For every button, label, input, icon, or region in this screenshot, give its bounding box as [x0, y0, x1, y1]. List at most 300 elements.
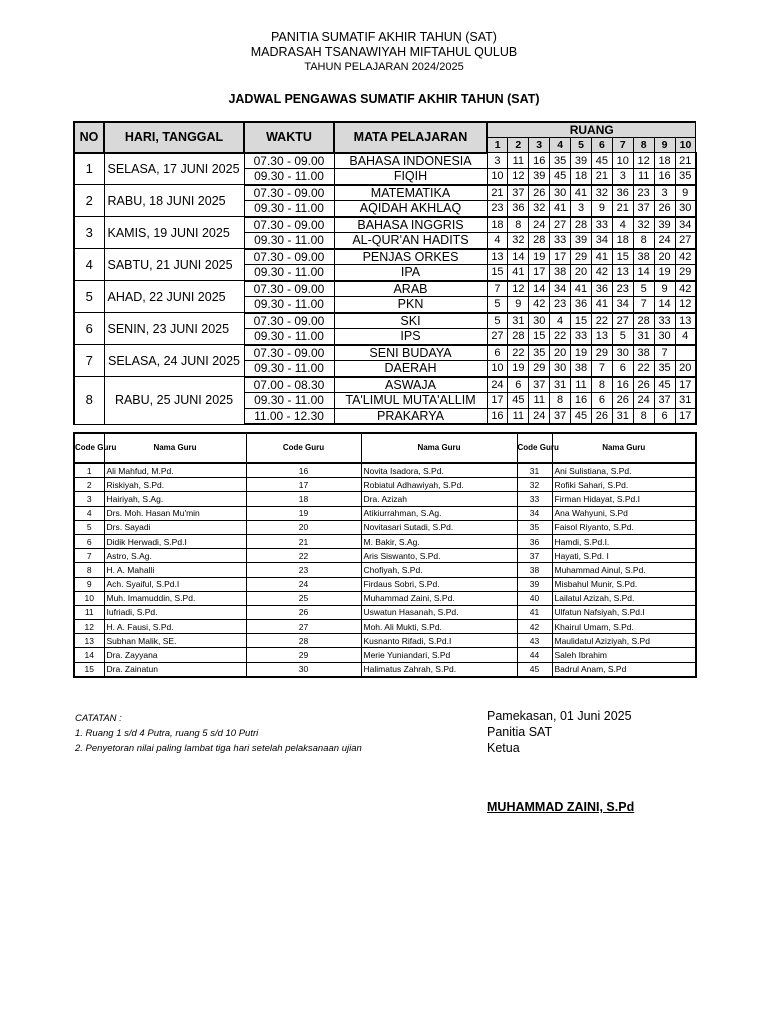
room-proctor-code: 36 — [571, 297, 592, 313]
room-proctor-code: 27 — [550, 217, 571, 233]
teacher-code: 31 — [517, 463, 552, 478]
room-proctor-code: 38 — [550, 265, 571, 281]
day-number: 5 — [74, 281, 104, 313]
day-number: 4 — [74, 249, 104, 281]
teacher-name: Lailatul Azizah, S.Pd. — [552, 591, 696, 605]
schedule-row — [74, 281, 696, 297]
room-proctor-code: 26 — [612, 393, 633, 409]
room-proctor-code: 33 — [654, 313, 675, 329]
room-proctor-code: 12 — [675, 297, 696, 313]
teacher-row — [74, 605, 696, 619]
teacher-code: 26 — [246, 605, 361, 619]
room-proctor-code: 14 — [633, 265, 654, 281]
teacher-name: Ana Wahyuni, S.Pd — [552, 506, 696, 520]
room-proctor-code: 11 — [508, 153, 529, 169]
teacher-code: 16 — [246, 463, 361, 478]
teacher-name: Iufriadi, S.Pd. — [104, 605, 246, 619]
day-number: 8 — [74, 377, 104, 425]
teacher-code: 19 — [246, 506, 361, 520]
room-proctor-code: 29 — [529, 361, 550, 377]
room-proctor-code: 18 — [654, 153, 675, 169]
room-proctor-code: 19 — [654, 265, 675, 281]
room-proctor-code: 12 — [508, 169, 529, 185]
room-proctor-code: 24 — [633, 393, 654, 409]
header-code-guru-3: Code Guru — [517, 433, 552, 463]
room-proctor-code: 3 — [612, 169, 633, 185]
teacher-code: 21 — [246, 534, 361, 548]
room-proctor-code: 35 — [675, 169, 696, 185]
room-proctor-code: 9 — [508, 297, 529, 313]
room-number-header: 3 — [529, 138, 550, 153]
teacher-name: Chofiyah, S.Pd. — [361, 563, 517, 577]
teacher-row — [74, 620, 696, 634]
room-proctor-code: 3 — [487, 153, 508, 169]
room-number-header: 6 — [591, 138, 612, 153]
room-proctor-code: 23 — [550, 297, 571, 313]
room-proctor-code: 36 — [591, 281, 612, 297]
room-proctor-code: 15 — [529, 329, 550, 345]
teacher-row — [74, 662, 696, 677]
teacher-name: Merie Yuniandari, S.Pd — [361, 648, 517, 662]
room-proctor-code: 41 — [591, 297, 612, 313]
room-proctor-code: 42 — [675, 281, 696, 297]
room-proctor-code: 41 — [550, 201, 571, 217]
room-proctor-code: 38 — [571, 361, 592, 377]
teacher-row — [74, 506, 696, 520]
teacher-name: Robiatul Adhawiyah, S.Pd. — [361, 478, 517, 492]
room-proctor-code: 10 — [487, 361, 508, 377]
room-proctor-code: 12 — [633, 153, 654, 169]
teacher-name: Rofiki Sahari, S.Pd. — [552, 478, 696, 492]
room-proctor-code: 39 — [571, 153, 592, 169]
room-proctor-code: 13 — [591, 329, 612, 345]
teacher-name: Hamdi, S.Pd.I. — [552, 534, 696, 548]
room-proctor-code: 45 — [591, 153, 612, 169]
room-proctor-code: 35 — [529, 345, 550, 361]
room-proctor-code: 14 — [654, 297, 675, 313]
session-subject: PRAKARYA — [334, 408, 487, 424]
room-proctor-code: 32 — [529, 201, 550, 217]
room-proctor-code: 16 — [487, 408, 508, 424]
room-proctor-code: 35 — [654, 361, 675, 377]
room-proctor-code: 4 — [675, 329, 696, 345]
room-proctor-code: 45 — [550, 169, 571, 185]
room-proctor-code: 39 — [654, 217, 675, 233]
room-proctor-code: 20 — [571, 265, 592, 281]
room-proctor-code: 34 — [550, 281, 571, 297]
room-proctor-code: 31 — [633, 329, 654, 345]
teacher-row — [74, 463, 696, 478]
teacher-row — [74, 534, 696, 548]
teacher-code: 35 — [517, 520, 552, 534]
room-proctor-code: 8 — [633, 233, 654, 249]
session-subject: MATEMATIKA — [334, 185, 487, 201]
session-time: 09.30 - 11.00 — [244, 265, 334, 281]
room-number-header: 7 — [612, 138, 633, 153]
room-proctor-code: 30 — [612, 345, 633, 361]
teacher-code: 10 — [74, 591, 104, 605]
room-proctor-code: 24 — [487, 377, 508, 393]
schedule-row — [74, 153, 696, 169]
teacher-name: Drs. Moh. Hasan Mu'min — [104, 506, 246, 520]
room-proctor-code: 10 — [487, 169, 508, 185]
session-subject: PENJAS ORKES — [334, 249, 487, 265]
teacher-name: Atikiurrahman, S.Ag. — [361, 506, 517, 520]
teacher-code: 11 — [74, 605, 104, 619]
session-time: 07.00 - 08.30 — [244, 377, 334, 393]
room-proctor-code: 34 — [612, 297, 633, 313]
room-proctor-code: 26 — [591, 408, 612, 424]
schedule-row — [74, 313, 696, 329]
session-time: 07.30 - 09.00 — [244, 153, 334, 169]
room-proctor-code: 41 — [508, 265, 529, 281]
header-line-3: TAHUN PELAJARAN 2024/2025 — [304, 61, 464, 73]
room-proctor-code: 30 — [550, 361, 571, 377]
teacher-name: Ali Mahfud, M.Pd. — [104, 463, 246, 478]
day-date: SELASA, 17 JUNI 2025 — [104, 153, 244, 185]
room-proctor-code: 32 — [591, 185, 612, 201]
session-subject: FIQIH — [334, 169, 487, 185]
room-proctor-code: 21 — [675, 153, 696, 169]
room-proctor-code: 29 — [591, 345, 612, 361]
room-proctor-code: 17 — [529, 265, 550, 281]
teacher-code: 40 — [517, 591, 552, 605]
teacher-code: 5 — [74, 520, 104, 534]
note-item-1: 1. Ruang 1 s/d 4 Putra, ruang 5 s/d 10 Putri — [75, 728, 259, 739]
signature-org: Panitia SAT — [487, 725, 553, 739]
teacher-name: Riskiyah, S.Pd. — [104, 478, 246, 492]
session-subject: ASWAJA — [334, 377, 487, 393]
room-proctor-code: 45 — [508, 393, 529, 409]
room-proctor-code: 31 — [612, 408, 633, 424]
session-subject: BAHASA INGGRIS — [334, 217, 487, 233]
room-proctor-code: 36 — [612, 185, 633, 201]
room-proctor-code: 23 — [633, 185, 654, 201]
schedule-table — [73, 121, 697, 425]
teacher-code: 4 — [74, 506, 104, 520]
teacher-row — [74, 492, 696, 506]
note-item-2: 2. Penyetoran nilai paling lambat tiga hari setelah pelaksanaan ujian — [75, 743, 362, 754]
room-proctor-code: 37 — [654, 393, 675, 409]
teacher-row — [74, 549, 696, 563]
session-time: 07.30 - 09.00 — [244, 217, 334, 233]
room-proctor-code: 39 — [529, 169, 550, 185]
room-proctor-code: 8 — [508, 217, 529, 233]
session-subject: TA'LIMUL MUTA'ALLIM — [334, 393, 487, 409]
teacher-code: 37 — [517, 549, 552, 563]
teacher-row — [74, 577, 696, 591]
room-proctor-code: 21 — [591, 169, 612, 185]
notes-block — [75, 711, 362, 756]
room-proctor-code: 13 — [612, 265, 633, 281]
teacher-code: 8 — [74, 563, 104, 577]
room-proctor-code: 7 — [591, 361, 612, 377]
teacher-name: Muhammad Ainul, S.Pd. — [552, 563, 696, 577]
room-proctor-code: 33 — [550, 233, 571, 249]
header-subject: MATA PELAJARAN — [334, 122, 487, 153]
teacher-name: Aris Siswanto, S.Pd. — [361, 549, 517, 563]
teacher-code: 41 — [517, 605, 552, 619]
room-proctor-code: 9 — [654, 281, 675, 297]
day-number: 1 — [74, 153, 104, 185]
room-proctor-code: 42 — [529, 297, 550, 313]
session-time: 09.30 - 11.00 — [244, 233, 334, 249]
header-line-2: MADRASAH TSANAWIYAH MIFTAHUL QULUB — [250, 45, 518, 59]
day-date: SENIN, 23 JUNI 2025 — [104, 313, 244, 345]
room-number-header: 5 — [571, 138, 592, 153]
room-proctor-code: 3 — [654, 185, 675, 201]
teacher-row — [74, 591, 696, 605]
room-proctor-code: 33 — [591, 217, 612, 233]
room-proctor-code: 39 — [571, 233, 592, 249]
room-proctor-code: 15 — [571, 313, 592, 329]
room-proctor-code: 30 — [550, 185, 571, 201]
session-time: 09.30 - 11.00 — [244, 329, 334, 345]
header-day: HARI, TANGGAL — [104, 122, 244, 153]
room-proctor-code: 23 — [612, 281, 633, 297]
teacher-code: 33 — [517, 492, 552, 506]
day-date: SABTU, 21 JUNI 2025 — [104, 249, 244, 281]
signature-block — [487, 708, 632, 756]
day-number: 3 — [74, 217, 104, 249]
room-proctor-code: 7 — [633, 297, 654, 313]
header-time: WAKTU — [244, 122, 334, 153]
room-number-header: 4 — [550, 138, 571, 153]
teacher-code: 9 — [74, 577, 104, 591]
teacher-name: Dra. Zayyana — [104, 648, 246, 662]
header-no: NO — [74, 122, 104, 153]
header-nama-guru-2: Nama Guru — [361, 433, 517, 463]
day-number: 2 — [74, 185, 104, 217]
teacher-name: Astro, S.Ag. — [104, 549, 246, 563]
teacher-name: Dra. Azizah — [361, 492, 517, 506]
room-proctor-code: 30 — [529, 313, 550, 329]
room-proctor-code: 6 — [487, 345, 508, 361]
room-proctor-code: 37 — [508, 185, 529, 201]
room-proctor-code: 36 — [508, 201, 529, 217]
room-proctor-code: 24 — [529, 408, 550, 424]
teacher-code: 29 — [246, 648, 361, 662]
signature-role: Ketua — [487, 741, 520, 755]
teacher-name: Firdaus Sobri, S.Pd. — [361, 577, 517, 591]
schedule-row — [74, 217, 696, 233]
room-proctor-code: 28 — [508, 329, 529, 345]
signer-name: MUHAMMAD ZAINI, S.Pd — [487, 800, 635, 814]
room-proctor-code: 28 — [633, 313, 654, 329]
room-proctor-code: 7 — [487, 281, 508, 297]
room-proctor-code: 14 — [529, 281, 550, 297]
teacher-name: Misbahul Munir, S.Pd. — [552, 577, 696, 591]
room-proctor-code: 7 — [654, 345, 675, 361]
teacher-code: 3 — [74, 492, 104, 506]
room-proctor-code: 5 — [633, 281, 654, 297]
teacher-row — [74, 563, 696, 577]
day-date: RABU, 25 JUNI 2025 — [104, 377, 244, 425]
room-proctor-code: 4 — [487, 233, 508, 249]
room-proctor-code: 42 — [675, 249, 696, 265]
room-proctor-code: 5 — [612, 329, 633, 345]
room-proctor-code: 21 — [612, 201, 633, 217]
room-proctor-code: 9 — [675, 185, 696, 201]
day-number: 7 — [74, 345, 104, 377]
room-proctor-code: 11 — [508, 408, 529, 424]
teacher-code: 14 — [74, 648, 104, 662]
teacher-code: 32 — [517, 478, 552, 492]
teacher-name: Muh. Imamuddin, S.Pd. — [104, 591, 246, 605]
room-proctor-code: 16 — [654, 169, 675, 185]
room-proctor-code: 27 — [487, 329, 508, 345]
teacher-code: 17 — [246, 478, 361, 492]
schedule-row — [74, 377, 696, 393]
room-proctor-code: 18 — [571, 169, 592, 185]
teacher-name: Moh. Ali Mukti, S.Pd. — [361, 620, 517, 634]
room-proctor-code: 6 — [591, 393, 612, 409]
session-subject: SKI — [334, 313, 487, 329]
room-proctor-code: 34 — [675, 217, 696, 233]
room-proctor-code: 16 — [571, 393, 592, 409]
teacher-code: 30 — [246, 662, 361, 677]
session-subject: BAHASA INDONESIA — [334, 153, 487, 169]
session-subject: AQIDAH AKHLAQ — [334, 201, 487, 217]
header-code-guru-2: Code Guru — [246, 433, 361, 463]
room-proctor-code: 41 — [591, 249, 612, 265]
teacher-name: M. Bakir, S.Ag. — [361, 534, 517, 548]
room-proctor-code — [675, 345, 696, 361]
room-proctor-code: 45 — [654, 377, 675, 393]
teacher-code: 44 — [517, 648, 552, 662]
room-proctor-code: 12 — [508, 281, 529, 297]
teacher-name: Ach. Syaiful, S.Pd.I — [104, 577, 246, 591]
room-proctor-code: 20 — [654, 249, 675, 265]
room-proctor-code: 22 — [633, 361, 654, 377]
room-proctor-code: 21 — [487, 185, 508, 201]
room-number-header: 10 — [675, 138, 696, 153]
session-time: 09.30 - 11.00 — [244, 361, 334, 377]
room-proctor-code: 18 — [612, 233, 633, 249]
room-proctor-code: 31 — [550, 377, 571, 393]
teacher-code: 18 — [246, 492, 361, 506]
document-header — [0, 30, 768, 74]
room-proctor-code: 6 — [612, 361, 633, 377]
day-date: KAMIS, 19 JUNI 2025 — [104, 217, 244, 249]
room-number-header: 1 — [487, 138, 508, 153]
room-proctor-code: 28 — [529, 233, 550, 249]
room-proctor-code: 41 — [571, 185, 592, 201]
room-proctor-code: 37 — [633, 201, 654, 217]
room-proctor-code: 22 — [591, 313, 612, 329]
session-subject: SENI BUDAYA — [334, 345, 487, 361]
session-time: 07.30 - 09.00 — [244, 345, 334, 361]
teacher-code: 28 — [246, 634, 361, 648]
room-proctor-code: 30 — [675, 201, 696, 217]
session-subject: DAERAH — [334, 361, 487, 377]
room-proctor-code: 33 — [571, 329, 592, 345]
room-proctor-code: 17 — [487, 393, 508, 409]
teacher-code-table — [73, 432, 697, 678]
room-proctor-code: 31 — [508, 313, 529, 329]
teacher-code: 24 — [246, 577, 361, 591]
room-proctor-code: 26 — [654, 201, 675, 217]
session-time: 07.30 - 09.00 — [244, 249, 334, 265]
room-proctor-code: 4 — [612, 217, 633, 233]
room-proctor-code: 8 — [633, 408, 654, 424]
room-proctor-code: 22 — [508, 345, 529, 361]
room-proctor-code: 17 — [675, 408, 696, 424]
teacher-code: 2 — [74, 478, 104, 492]
teacher-row — [74, 648, 696, 662]
room-proctor-code: 13 — [487, 249, 508, 265]
header-code-guru-1: Code Guru — [74, 433, 104, 463]
room-proctor-code: 26 — [633, 377, 654, 393]
teacher-name: Ani Sulistiana, S.Pd. — [552, 463, 696, 478]
session-time: 07.30 - 09.00 — [244, 281, 334, 297]
room-proctor-code: 35 — [550, 153, 571, 169]
room-proctor-code: 24 — [654, 233, 675, 249]
notes-title: CATATAN : — [75, 713, 122, 724]
room-proctor-code: 24 — [529, 217, 550, 233]
session-time: 09.30 - 11.00 — [244, 169, 334, 185]
teacher-name: Uswatun Hasanah, S.Pd. — [361, 605, 517, 619]
room-proctor-code: 29 — [675, 265, 696, 281]
teacher-name: Firman Hidayat, S.Pd.I — [552, 492, 696, 506]
room-proctor-code: 14 — [508, 249, 529, 265]
room-proctor-code: 20 — [550, 345, 571, 361]
teacher-row — [74, 634, 696, 648]
room-proctor-code: 6 — [508, 377, 529, 393]
teacher-code: 7 — [74, 549, 104, 563]
teacher-code: 43 — [517, 634, 552, 648]
teacher-name: Maulidatul Aziziyah, S.Pd — [552, 634, 696, 648]
teacher-code: 45 — [517, 662, 552, 677]
teacher-code: 38 — [517, 563, 552, 577]
session-time: 09.30 - 11.00 — [244, 201, 334, 217]
teacher-code: 20 — [246, 520, 361, 534]
day-date: AHAD, 22 JUNI 2025 — [104, 281, 244, 313]
teacher-name: Halimatus Zahrah, S.Pd. — [361, 662, 517, 677]
room-number-header: 2 — [508, 138, 529, 153]
teacher-name: Kusnanto Rifadi, S.Pd.I — [361, 634, 517, 648]
day-date: SELASA, 24 JUNI 2025 — [104, 345, 244, 377]
teacher-code: 22 — [246, 549, 361, 563]
teacher-name: Khairul Umam, S.Pd. — [552, 620, 696, 634]
header-nama-guru-1: Nama Guru — [104, 433, 246, 463]
teacher-name: Muhammad Zaini, S.Pd. — [361, 591, 517, 605]
room-proctor-code: 16 — [529, 153, 550, 169]
room-proctor-code: 3 — [571, 201, 592, 217]
room-proctor-code: 30 — [654, 329, 675, 345]
room-proctor-code: 37 — [529, 377, 550, 393]
room-proctor-code: 27 — [675, 233, 696, 249]
teacher-code: 15 — [74, 662, 104, 677]
session-time: 11.00 - 12.30 — [244, 408, 334, 424]
day-number: 6 — [74, 313, 104, 345]
room-proctor-code: 34 — [591, 233, 612, 249]
teacher-code: 6 — [74, 534, 104, 548]
header-ruang: RUANG — [487, 122, 696, 138]
room-proctor-code: 19 — [508, 361, 529, 377]
teacher-code: 27 — [246, 620, 361, 634]
room-proctor-code: 17 — [550, 249, 571, 265]
session-time: 09.30 - 11.00 — [244, 297, 334, 313]
teacher-code: 23 — [246, 563, 361, 577]
room-proctor-code: 20 — [675, 361, 696, 377]
room-proctor-code: 10 — [612, 153, 633, 169]
schedule-row — [74, 185, 696, 201]
room-proctor-code: 11 — [633, 169, 654, 185]
session-subject: IPA — [334, 265, 487, 281]
room-proctor-code: 19 — [529, 249, 550, 265]
room-proctor-code: 11 — [571, 377, 592, 393]
